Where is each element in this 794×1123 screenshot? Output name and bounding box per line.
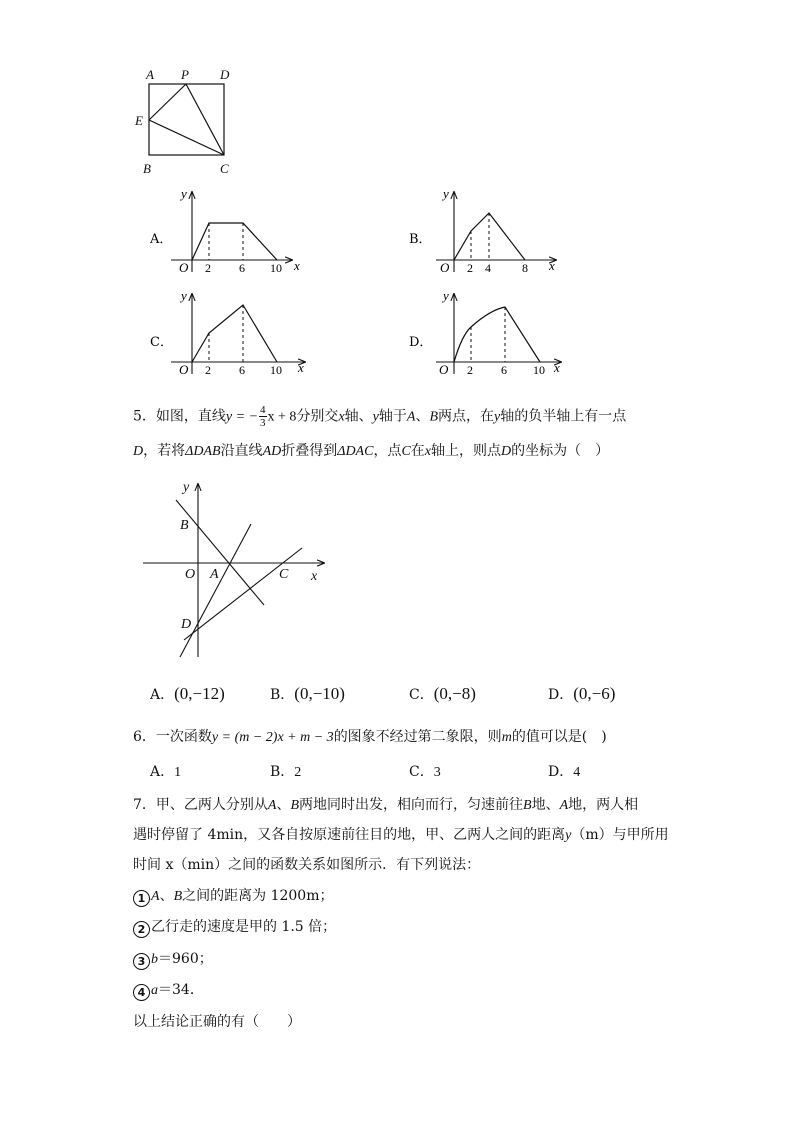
graph-b (409, 186, 556, 275)
q6-stem-b: 的图象不经过第二象限，则 (333, 729, 502, 745)
square-abcd (149, 84, 224, 155)
option-letter: C． (409, 687, 434, 703)
q5-d: D (133, 444, 144, 459)
origin-label: O (179, 362, 189, 377)
q6-option-d[interactable] (548, 762, 580, 783)
option-letter: C． (409, 764, 434, 780)
q7-l1a: 7．甲、乙两人分别从 (133, 797, 268, 813)
q7-l2a: 遇时停留了 4min，又各自按原速前往目的地，甲、乙两人之间的距离 (133, 827, 566, 843)
q5-label-b: B (180, 518, 189, 533)
circled-number: 1 (133, 890, 150, 907)
option-letter: B． (270, 764, 295, 780)
option-value: 2 (294, 765, 302, 780)
q5-l2a: ，若将 (143, 443, 186, 459)
graph-a (149, 186, 300, 275)
q7-line1 (133, 795, 638, 816)
q5-seg4: 两点，在 (438, 408, 494, 425)
q6-option-b[interactable] (270, 762, 301, 783)
tick-label: 10 (270, 261, 282, 275)
q5-stem-line1 (133, 404, 626, 429)
q7-line2 (133, 825, 669, 846)
option-a-label: A． (150, 232, 173, 247)
q6-m: m (501, 730, 512, 745)
q5-dun: 、 (415, 408, 430, 425)
option-letter: D． (548, 687, 574, 703)
q5-option-a[interactable] (150, 684, 225, 705)
q7-b: B (290, 798, 300, 813)
q5-l2b: 沿直线 (220, 443, 263, 459)
q5-label-x: x (311, 569, 318, 584)
q5-pb: B (429, 409, 438, 425)
option-value: (0,−8) (433, 684, 476, 703)
q7-statement-3 (133, 949, 213, 970)
q6-option-c[interactable] (409, 762, 441, 783)
label-a: A (146, 67, 154, 82)
y-axis-label: y (443, 288, 449, 303)
tick-label: 2 (205, 261, 211, 275)
x-axis-label: x (549, 258, 555, 273)
q5-seg5: 轴的负半轴上有一点 (500, 408, 627, 425)
option-value: 3 (433, 765, 441, 780)
q7-statement-4 (133, 980, 204, 1001)
graph-c (150, 288, 305, 377)
q7-a: A (267, 798, 277, 813)
q7-line3: 时间 x（min）之间的函数关系如图所示．有下列说法： (133, 857, 481, 873)
option-letter: A． (150, 687, 175, 703)
tick-label: 6 (239, 261, 245, 275)
q5-label-o: O (185, 567, 196, 582)
q7-s1-a: A (151, 889, 160, 904)
q5-l2f: 轴上，则点 (431, 443, 502, 459)
q7-l1c: 地、 (531, 797, 560, 813)
x-axis-label: x (294, 258, 300, 273)
option-c-label: C． (150, 335, 173, 350)
q7-dun: 、 (276, 797, 291, 813)
q7-s1-b: B (173, 889, 183, 904)
q5-tri1: ΔDAB (185, 444, 221, 459)
q5-frac-num: 4 (260, 404, 266, 416)
segment-ec (149, 120, 224, 155)
q7-statement-2 (133, 917, 336, 938)
option-value: 1 (174, 765, 182, 780)
q6-equation: y = (m − 2)x + m − 3 (211, 730, 334, 745)
option-value: (0,−10) (294, 684, 345, 703)
tick-label: 4 (485, 261, 491, 275)
q7-s4-text: ＝34． (158, 982, 204, 998)
segment-pe (149, 84, 186, 120)
q5-seg2: 轴、 (344, 408, 373, 425)
q6-stem (133, 727, 607, 748)
q5-stem-line2 (133, 441, 609, 462)
tick-label: 2 (467, 363, 473, 377)
option-b-label: B． (409, 232, 432, 247)
q7-conclusion: 以上结论正确的有（ ） (133, 1014, 301, 1030)
y-axis-label: y (181, 288, 187, 303)
q6-stem-c: 的值可以是( ) (511, 729, 607, 745)
q5-l2c: 折叠得到 (281, 443, 338, 459)
q7-s2-text: 乙行走的速度是甲的 1.5 倍； (151, 919, 337, 935)
graph-c-curve (192, 305, 277, 362)
q6-stem-a: 6．一次函数 (133, 729, 212, 745)
q7-s1-rest: 之间的距离为 1200m； (182, 888, 334, 904)
circled-number: 2 (133, 921, 150, 938)
label-b: B (143, 161, 151, 176)
q7-statement-1 (133, 886, 333, 907)
q5-tri2: ΔDAC (337, 444, 374, 459)
q5-pd2: D (501, 444, 512, 459)
q7-l1d: 地，两人相 (568, 797, 639, 813)
origin-label: O (439, 362, 449, 377)
q7-s3-text: ＝960； (158, 951, 213, 967)
q5-option-c[interactable] (409, 684, 476, 705)
option-value: 4 (573, 765, 581, 780)
option-letter: A． (150, 764, 175, 780)
segment-pc (186, 84, 224, 155)
q5-l2g: 的坐标为（ ） (511, 443, 610, 459)
q5-option-b[interactable] (270, 684, 345, 705)
label-e: E (135, 113, 143, 128)
x-axis-label: x (298, 360, 304, 375)
x-axis-label: x (554, 360, 560, 375)
q5-x-var: x (338, 409, 345, 425)
label-c: C (220, 161, 229, 176)
option-letter: B． (270, 687, 295, 703)
tick-label: 6 (501, 363, 507, 377)
q5-label-a: A (210, 567, 219, 582)
line-dc (184, 548, 302, 640)
option-letter: D． (548, 764, 574, 780)
tick-label: 10 (533, 363, 545, 377)
tick-label: 2 (205, 363, 211, 377)
label-d: D (220, 67, 230, 82)
q5-seg3: 轴于 (378, 408, 407, 425)
q5-number: 5．如图，直线 (133, 408, 226, 425)
q5-seg1: 分别交 (296, 408, 339, 425)
q5-pc: C (401, 444, 411, 459)
q5-pa: A (406, 409, 416, 425)
q5-line-ad: AD (262, 444, 282, 459)
q5-eq-left: y = − (225, 409, 259, 425)
tick-label: 8 (522, 261, 528, 275)
q5-l2e: 在 (410, 443, 425, 459)
q5-y-var2: y (494, 409, 501, 425)
circled-number: 3 (133, 953, 150, 970)
tick-label: 2 (467, 261, 473, 275)
origin-label: O (179, 260, 189, 275)
option-value: (0,−12) (174, 684, 225, 703)
y-axis-label: y (181, 186, 187, 201)
q5-label-c: C (279, 567, 289, 582)
label-p: P (181, 67, 189, 82)
q7-l2b: （m）与甲所用 (571, 827, 669, 843)
option-value: (0,−6) (573, 684, 616, 703)
circled-number: 4 (133, 984, 150, 1001)
q7-y: y (565, 828, 572, 843)
q7-l1b: 两地同时出发，相向而行，匀速前往 (299, 797, 524, 813)
graph-a-curve (192, 223, 277, 260)
tick-label: 10 (270, 363, 282, 377)
line-ab (176, 500, 264, 605)
graph-d (409, 288, 561, 377)
q7-s1-mid: 、 (159, 888, 174, 904)
q5-eq-right: x + 8 (267, 409, 297, 425)
q5-l2d: ，点 (373, 443, 402, 459)
option-d-label: D． (409, 335, 433, 350)
q7-s4-var: a (151, 983, 158, 998)
origin-label: O (440, 260, 450, 275)
q5-frac-den: 3 (260, 417, 266, 429)
q5-x-var2: x (424, 444, 432, 459)
y-axis-label: y (443, 186, 449, 201)
q7-a2: A (559, 798, 569, 813)
q5-label-d: D (181, 617, 192, 632)
square-figure (149, 84, 224, 155)
line-ad (180, 524, 251, 657)
q7-b2: B (523, 798, 532, 813)
q5-label-y: y (183, 480, 190, 495)
q5-y-var: y (372, 409, 379, 425)
tick-label: 6 (239, 363, 245, 377)
q5-figure (143, 484, 324, 657)
graph-d-curve (454, 307, 540, 362)
q5-fraction (259, 404, 267, 429)
q5-option-d[interactable] (548, 684, 615, 705)
q7-s3-var: b (151, 952, 158, 967)
q6-option-a[interactable] (150, 762, 181, 783)
